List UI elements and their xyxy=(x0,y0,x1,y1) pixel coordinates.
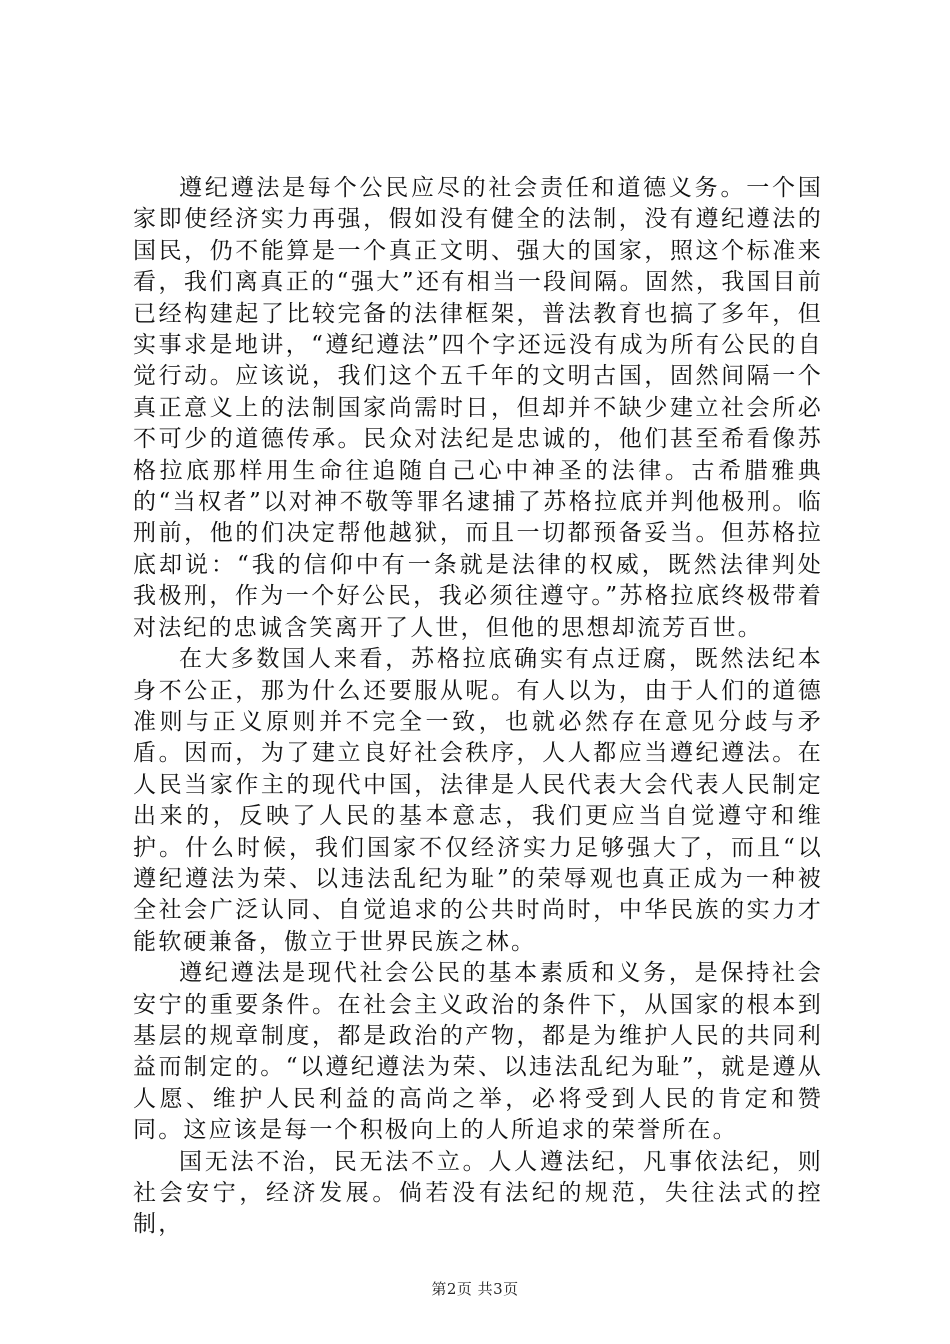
paragraph-4: 国无法不治，民无法不立。人人遵法纪，凡事依法纪，则社会安宁，经济发展。倘若没有法纪的规范，失往法式的控制， xyxy=(133,1148,823,1238)
document-body xyxy=(133,173,823,1241)
page-footer: 第2页 共3页 xyxy=(431,1280,519,1298)
paragraph-3: 遵纪遵法是现代社会公民的基本素质和义务，是保持社会安宁的重要条件。在社会主义政治的条件下，从国家的根本到基层的规章制度，都是政治的产物，都是为维护人民的共同利益而制定的。“以遵纪遵法为荣、以违法乱纪为耻”，就是遵从人愿、维护人民利益的高尚之举，必将受到人民的肯定和赞同。这应该是每一个积极向上的人所追求的荣誉所在。 xyxy=(133,960,823,1144)
paragraph-2: 在大多数国人来看，苏格拉底确实有点迂腐，既然法纪本身不公正，那为什么还要服从呢。有人以为，由于人们的道德准则与正义原则并不完全一致，也就必然存在意见分歧与矛盾。因而，为了建立良好社会秩序，人人都应当遵纪遵法。在人民当家作主的现代中国，法律是人民代表大会代表人民制定出来的，反映了人民的基本意志，我们更应当自觉遵守和维护。什么时候，我们国家不仅经济实力足够强大了，而且“以遵纪遵法为荣、以违法乱纪为耻”的荣辱观也真正成为一种被全社会广泛认同、自觉追求的公共时尚时，中华民族的实力才能软硬兼备，傲立于世界民族之林。 xyxy=(133,646,823,955)
paragraph-1: 遵纪遵法是每个公民应尽的社会责任和道德义务。一个国家即使经济实力再强，假如没有健全的法制，没有遵纪遵法的国民，仍不能算是一个真正文明、强大的国家，照这个标准来看，我们离真正的“强大”还有相当一段间隔。固然，我国目前已经构建起了比较完备的法律框架，普法教育也搞了多年，但实事求是地讲，“遵纪遵法”四个字还远没有成为所有公民的自觉行动。应该说，我们这个五千年的文明古国，固然间隔一个真正意义上的法制国家尚需时日，但却并不缺少建立社会所必不可少的道德传承。民众对法纪是忠诚的，他们甚至希看像苏格拉底那样用生命往追随自己心中神圣的法律。古希腊雅典的“当权者”以对神不敬等罪名逮捕了苏格拉底并判他极刑。临刑前，他的们决定帮他越狱，而且一切都预备妥当。但苏格拉底却说：“我的信仰中有一条就是法律的权威，既然法律判处我极刑，作为一个好公民，我必须往遵守。”苏格拉底终极带着对法纪的忠诚含笑离开了人世，但他的思想却流芳百世。 xyxy=(133,175,823,641)
